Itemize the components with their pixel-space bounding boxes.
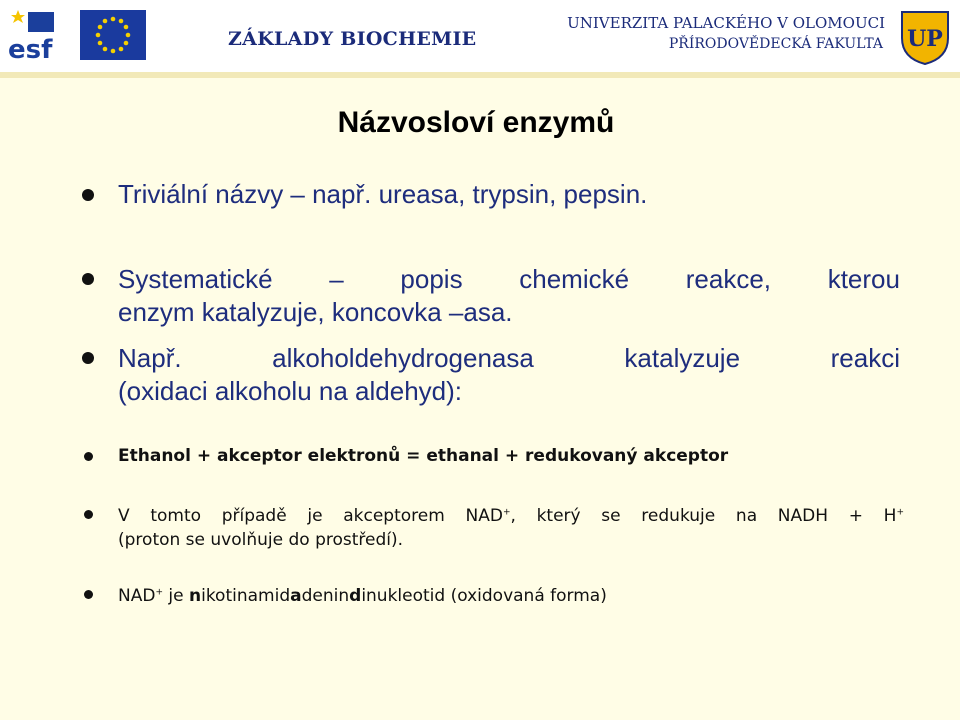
esf-logo-text: esf [8,35,53,62]
course-title: ZÁKLADY BIOCHEMIE [228,28,477,50]
bold-letter: a [290,586,302,606]
bullet-dot [84,510,93,519]
bullet-nad-line2: (proton se uvolňuje do prostředí). [118,530,404,550]
eu-flag-icon [80,10,146,60]
superscript-plus: + [896,507,904,518]
university-emblem-text: UP [907,26,943,52]
word: reakci [830,343,900,373]
word: chemické [519,264,630,294]
bullet-dot [82,189,94,201]
bold-letter: d [349,586,362,606]
bullet-trivial-names: Triviální názvy – např. ureasa, trypsin, pepsin. [118,179,648,209]
bullet-nad-acceptor [118,504,904,552]
header-divider [0,72,960,78]
bullet-dot [82,273,94,285]
bullet-dot [84,452,93,461]
bullet-nad-definition [118,584,904,608]
word: Systematické [118,264,273,294]
slide-title: Názvosloví enzymů [337,106,615,139]
text-part: NAD [118,586,156,606]
text-part: inukleotid (oxidovaná forma) [361,586,607,606]
word: kterou [827,264,900,294]
word: alkoholdehydrogenasa [272,343,534,373]
superscript-plus: + [502,507,511,518]
text-part: , který se redukuje na NADH + H [510,506,897,526]
bullet-systematic-names [118,263,900,329]
bullet-systematic-line2: enzym katalyzuje, koncovka –asa. [118,297,513,327]
university-emblem-icon [898,8,952,66]
bullet-example [118,342,900,408]
word: – [329,264,344,294]
bullet-dot [82,352,94,364]
text-part: V tomto případě je akceptorem NAD [118,506,503,526]
word: katalyzuje [624,343,741,373]
text-part: ikotinamid [201,586,291,606]
text-part: je [162,586,189,606]
text-part: denin [301,586,350,606]
bold-letter: n [188,586,202,606]
bullet-example-line1 [118,342,900,375]
bullet-example-line2: (oxidaci alkoholu na aldehyd): [118,376,462,406]
reaction-equation: Ethanol + akceptor elektronů = ethanal + redukovaný akceptor [118,446,729,466]
university-line1: UNIVERZITA PALACKÉHO V OLOMOUCI [567,14,885,32]
superscript-plus: + [155,587,163,598]
bullet-systematic-line1 [118,263,900,296]
word: reakce, [685,264,772,294]
university-line2: PŘÍRODOVĚDECKÁ FAKULTA [668,36,883,52]
word: Např. [118,343,182,373]
word: popis [400,264,463,294]
esf-logo-icon [4,8,68,62]
bullet-dot [84,590,93,599]
university-name [545,13,885,55]
slide-header [0,0,960,72]
bullet-nad-line1 [118,504,904,528]
